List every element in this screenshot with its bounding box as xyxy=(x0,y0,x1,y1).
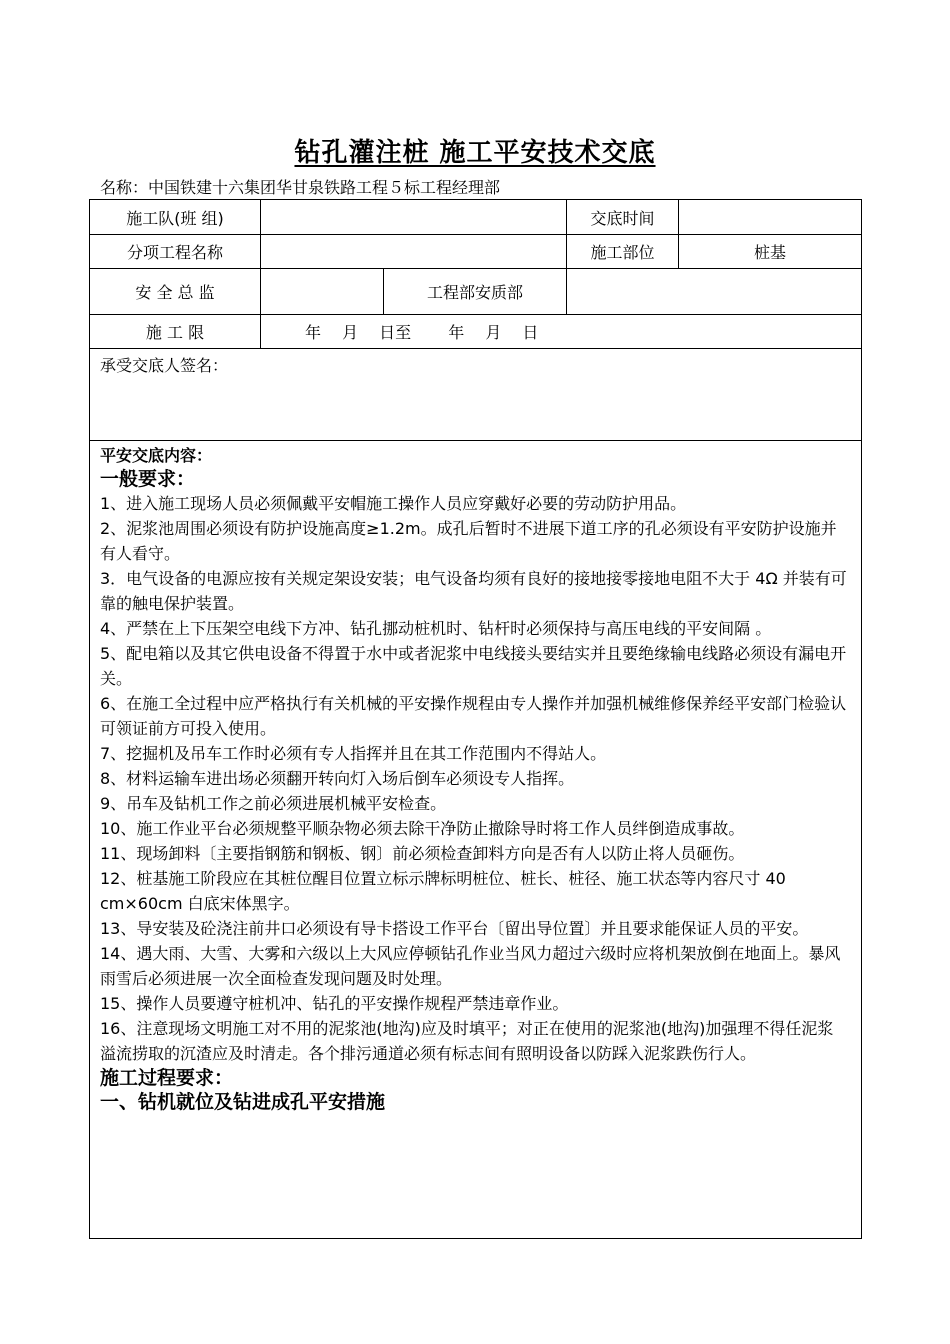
time-value[interactable] xyxy=(679,200,862,235)
department-value[interactable] xyxy=(567,269,862,315)
location-value[interactable]: 桩基 xyxy=(679,235,862,269)
section-1-title: 一、钻机就位及钻进成孔平安措施 xyxy=(100,1091,386,1113)
list-item: 5、配电箱以及其它供电设备不得置于水中或者泥浆中电线接头要结实并且要绝缘输电线路必须设有漏电开关。 xyxy=(100,644,847,688)
period-value[interactable]: 年 月 日至 年 月 日 xyxy=(261,315,862,349)
list-item: 2、泥浆池周围必须设有防护设施高度≥1.2m。成孔后暂时不进展下道工序的孔必须设有平安防护设施并有人看守。 xyxy=(100,519,837,563)
department-label: 工程部安质部 xyxy=(384,269,567,315)
safety-director-value[interactable] xyxy=(261,269,384,315)
process-requirements-title: 施工过程要求： xyxy=(100,1067,234,1089)
signature-cell[interactable] xyxy=(90,349,862,441)
period-label: 施 工 限 xyxy=(90,315,261,349)
list-item: 7、挖掘机及吊车工作时必须有专人指挥并且在其工作范围内不得站人。 xyxy=(100,744,607,763)
list-item: 3．电气设备的电源应按有关规定架设安装；电气设备均须有良好的接地接零接地电阻不大于 4Ω 并装有可靠的触电保护装置。 xyxy=(100,569,847,613)
team-label: 施工队(班 组) xyxy=(90,200,261,235)
document-title: 钻孔灌注桩 施工平安技术交底 xyxy=(294,138,656,168)
list-item: 9、吊车及钻机工作之前必须进展机械平安检查。 xyxy=(100,794,447,813)
content-cell xyxy=(90,441,862,1239)
list-item: 4、严禁在上下压架空电线下方冲、钻孔挪动桩机时、钻杆时必须保持与高压电线的平安间隔 。 xyxy=(100,619,772,638)
content-header: 平安交底内容： xyxy=(100,446,213,465)
list-item: 10、施工作业平台必须规整平顺杂物必须去除干净防止撤除导时将工作人员绊倒造成事故。 xyxy=(100,819,745,838)
list-item: 8、材料运输车进出场必须翻开转向灯入场后倒车必须设专人指挥。 xyxy=(100,769,575,788)
list-item: 11、现场卸料〔主要指钢筋和钢板、钢〕前必须检查卸料方向是否有人以防止将人员砸伤。 xyxy=(100,844,745,863)
project-label: 分项工程名称 xyxy=(90,235,261,269)
location-label: 施工部位 xyxy=(567,235,679,269)
disclosure-form-table xyxy=(89,199,862,1239)
list-item: 1、进入施工现场人员必须佩戴平安帽施工操作人员应穿戴好必要的劳动防护用品。 xyxy=(100,494,687,513)
time-label: 交底时间 xyxy=(567,200,679,235)
team-value[interactable] xyxy=(261,200,567,235)
list-item: 14、遇大雨、大雪、大雾和六级以上大风应停顿钻孔作业当风力超过六级时应将机架放倒在地面上。暴风雨雪后必须进展一次全面检查发现问题及时处理。 xyxy=(100,944,841,988)
list-item: 15、操作人员要遵守桩机冲、钻孔的平安操作规程严禁违章作业。 xyxy=(100,994,569,1013)
list-item: 6、在施工全过程中应严格执行有关机械的平安操作规程由专人操作并加强机械维修保养经平安部门检验认可领证前方可投入使用。 xyxy=(100,694,847,738)
safety-director-label: 安 全 总 监 xyxy=(90,269,261,315)
list-item: 16、注意现场文明施工对不用的泥浆池(地沟)应及时填平；对正在使用的泥浆池(地沟)加强理不得任泥浆溢流捞取的沉渣应及时清走。各个排污通道必须有标志间有照明设备以防踩入泥浆跌伤行人。 xyxy=(100,1019,834,1063)
list-item: 13、导安装及砼浇注前井口必须设有导卡搭设工作平台〔留出导位置〕并且要求能保证人员的平安。 xyxy=(100,919,809,938)
list-item: 12、桩基施工阶段应在其桩位醒目位置立标示牌标明桩位、桩长、桩径、施工状态等内容尺寸 40 cm×60cm 白底宋体黑字。 xyxy=(100,869,786,913)
signature-label: 承受交底人签名： xyxy=(100,356,229,375)
general-requirements-title: 一般要求： xyxy=(100,468,196,490)
organization-line: 名称：中国铁建十六集团华甘泉铁路工程５标工程经理部 xyxy=(100,178,501,197)
project-value[interactable] xyxy=(261,235,567,269)
